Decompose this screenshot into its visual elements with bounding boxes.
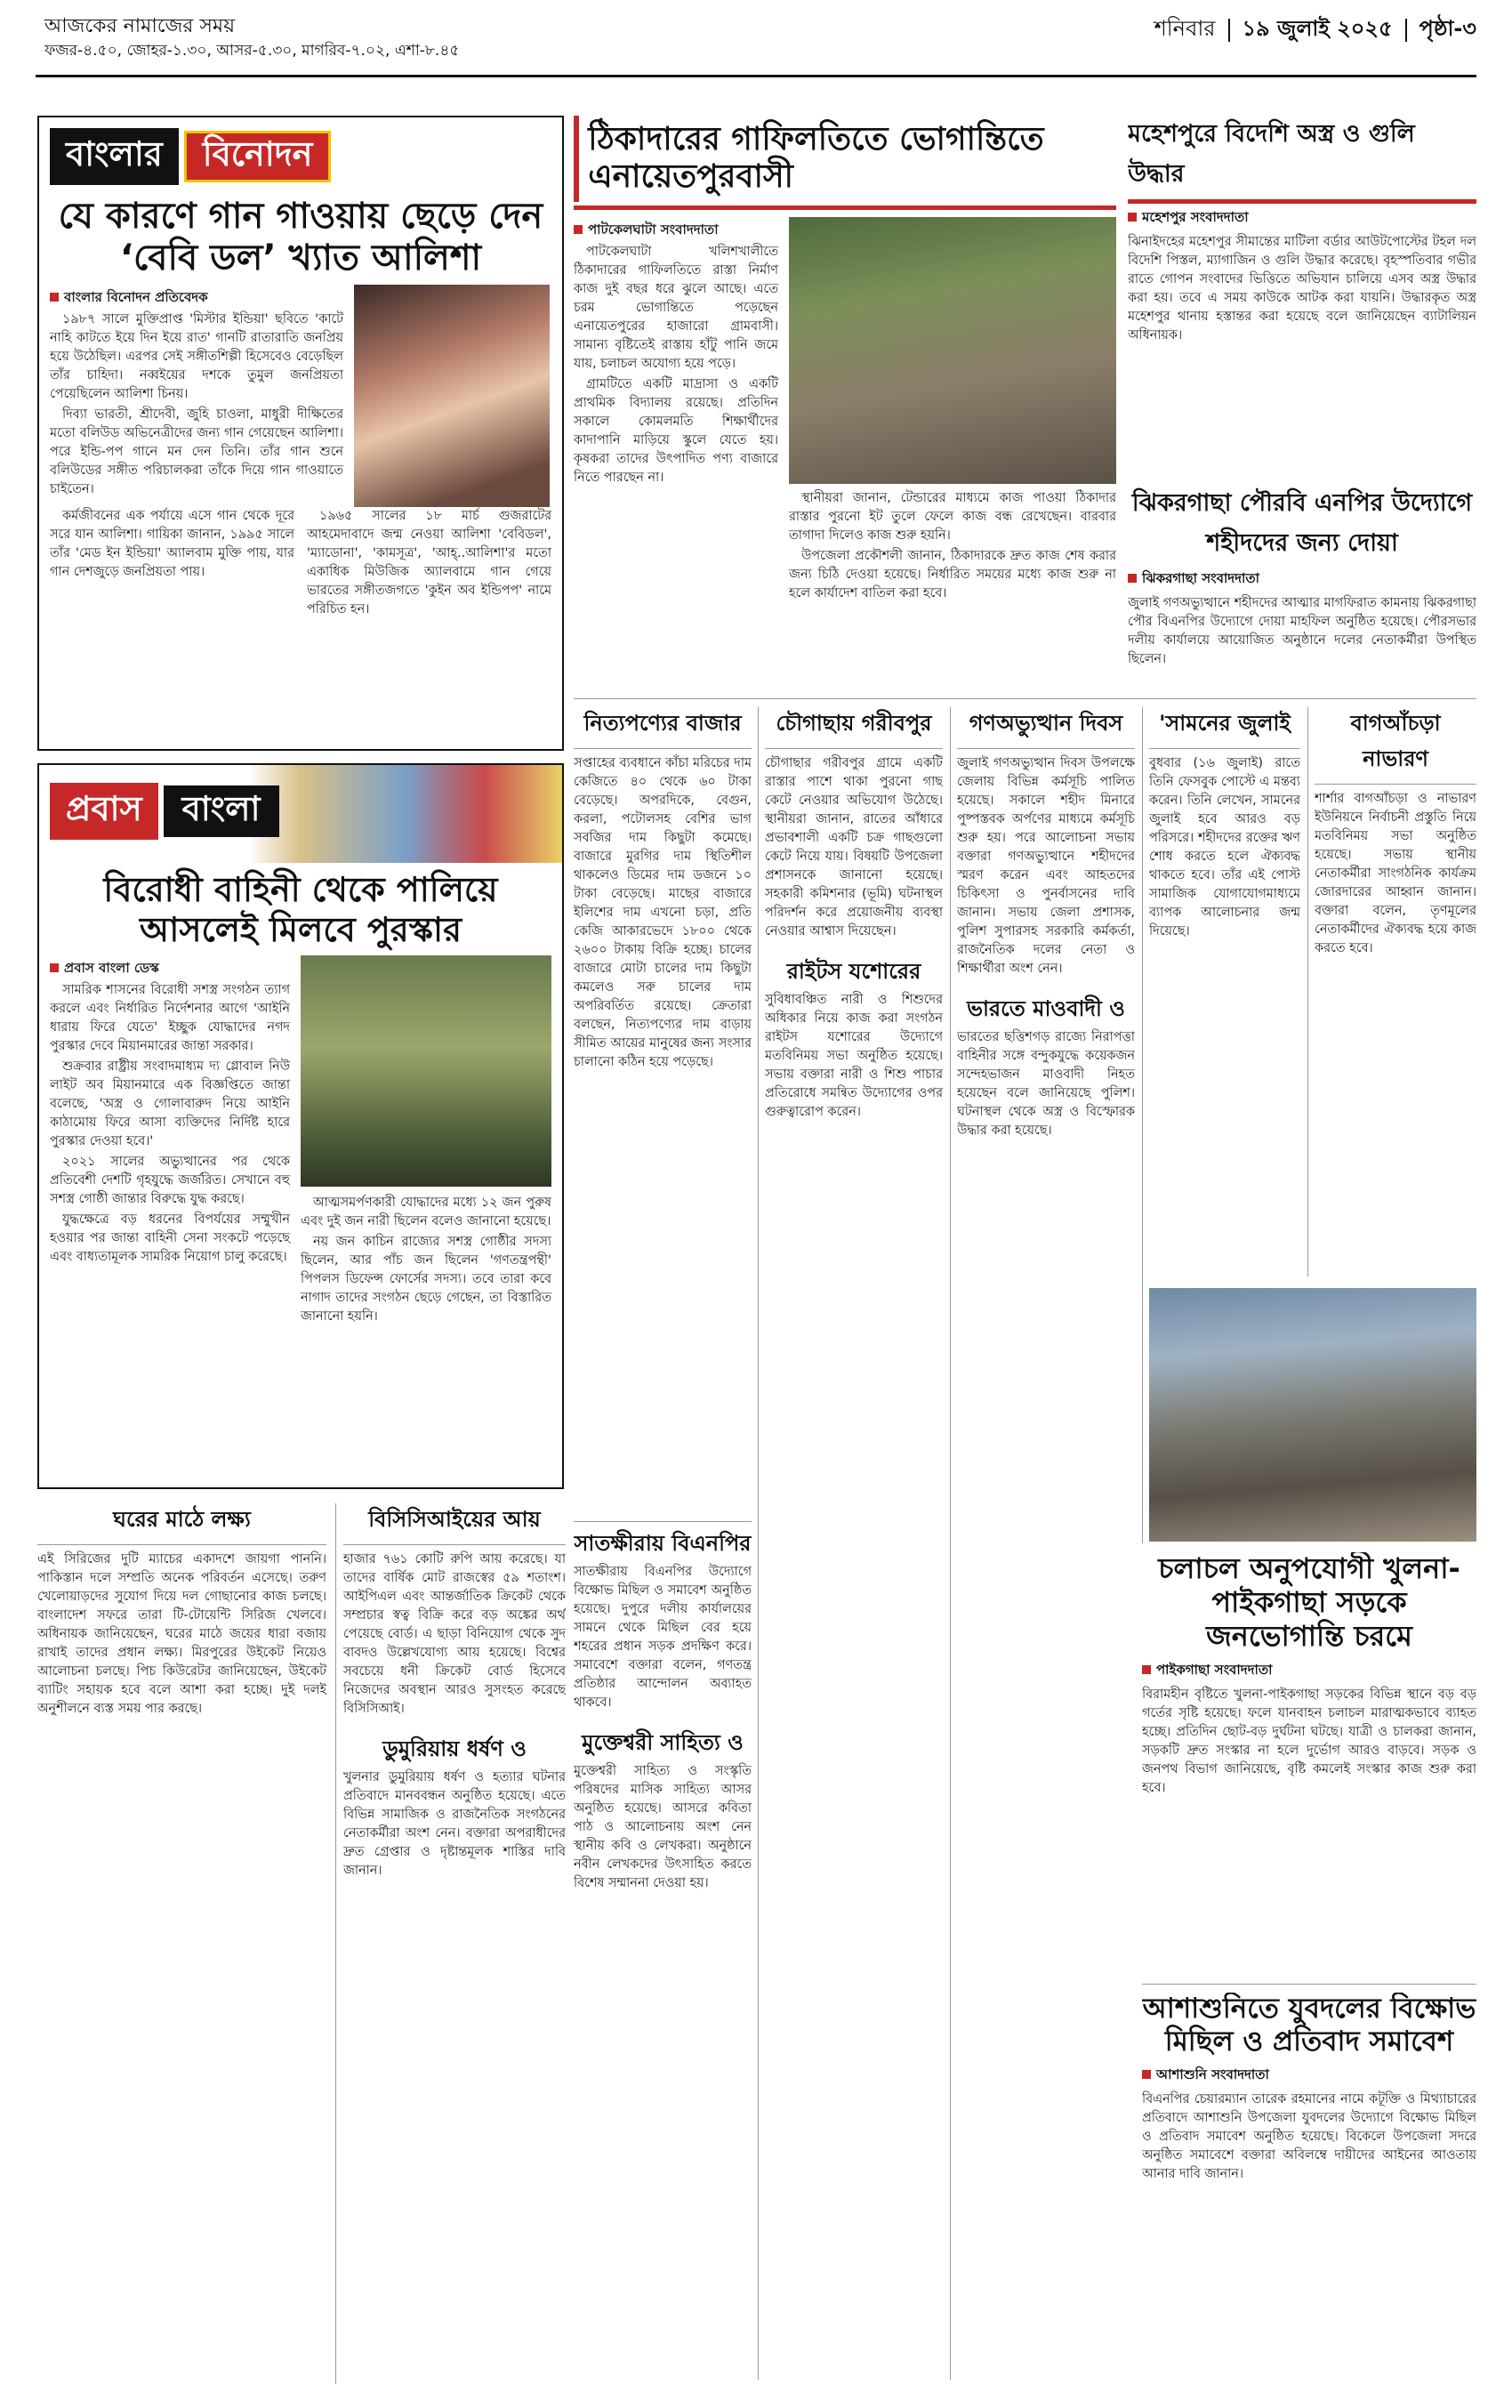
article-paragraph: উপজেলা প্রকৌশলী জানান, ঠিকাদারকে দ্রুত কাজ শেষ করার জন্য চিঠি দেওয়া হয়েছে। নির্ধারিত সময়ের মধ্যে কাজ শুরু না হলে কার্যাদেশ বাতিল করা হবে। xyxy=(789,548,1116,600)
ashashuni-article xyxy=(1142,1993,1476,2384)
alisha-photo xyxy=(354,285,550,507)
probash-byline xyxy=(50,959,290,978)
article-paragraph: ২০২১ সালের অভ্যুত্থানের পর থেকে প্রতিবেশী দেশটি গৃহযুদ্ধে জর্জরিত। সেখানে বহু সশস্ত্র গোষ্ঠী জান্তার বিরুদ্ধে যুদ্ধ করছে। xyxy=(50,1154,290,1206)
page-number: পৃষ্ঠা-৩ xyxy=(1419,16,1476,41)
ghorer-mathe-headline: ঘরের মাঠে লক্ষ্য xyxy=(113,1507,251,1532)
article-body: হাজার ৭৬১ কোটি রুপি আয় করেছে। যা তাদের বার্ষিক মোট রাজস্বের ৫৯ শতাংশ। আইপিএল এবং আন্তর্জাতিক ক্রিকেট থেকে সম্প্রচার স্বত্ব বিক্রি করে বড় অঙ্কের অর্থ পেয়েছে বোর্ড। এ ছাড়া বিনিয়োগ থেকে সুদ বাবদও উল্লেখযোগ্য আয় হয়েছে। বিশ্বের সবচেয়ে ধনী ক্রিকেট বোর্ড হিসেবে নিজেদের অবস্থান আরও সুসংহত করেছে বিসিসিআই। xyxy=(343,1552,566,1716)
section-tag-label-accent: বাংলা xyxy=(164,785,279,837)
jhikorgacha-article xyxy=(1128,485,1476,685)
article-body: সাতক্ষীরায় বিএনপির উদ্যোগে বিক্ষোভ মিছিল ও সমাবেশ অনুষ্ঠিত হয়েছে। দুপুরে দলীয় কার্যালয়ের সামনে থেকে মিছিল বের হয়ে শহরের প্রধান সড়ক প্রদক্ষিণ করে। সমাবেশে বক্তারা বলেন, গণতন্ত্র প্রতিষ্ঠার আন্দোলন অব্যাহত থাকবে। xyxy=(574,1565,752,1710)
ashashuni-byline xyxy=(1142,2065,1476,2087)
section-tag-entertainment xyxy=(50,128,562,185)
byline-text: বাংলার বিনোদন প্রতিবেদক xyxy=(64,289,208,306)
rights-jessore-headline: রাইটস যশোরের xyxy=(786,959,921,984)
bagachra-headline: বাগআঁচড়া নাভারণ xyxy=(1350,711,1441,771)
junta-chief-photo xyxy=(301,955,551,1187)
date-label: ১৯ জুলাই ২০২৫ xyxy=(1242,16,1393,41)
feature-headline: ঠিকাদারের গাফিলতিতে ভোগান্তিতে এনায়েতপুরবাসী xyxy=(588,121,1044,196)
article-paragraph: যুদ্ধক্ষেত্রে বড় ধরনের বিপর্যয়ের সম্মুখীন হওয়ার পর জান্তা বাহিনী সেনা সংকটে পড়েছে এবং বাধ্যতামূলক সামরিক নিয়োগ চালু করেছে। xyxy=(50,1212,290,1264)
article-body: বিরামহীন বৃষ্টিতে খুলনা-পাইকগাছা সড়কের বিভিন্ন স্থানে বড় বড় গর্তের সৃষ্টি হয়েছে। ফলে যানবাহন চলাচল মারাত্মকভাবে ব্যাহত হচ্ছে। প্রতিদিন ছোট-বড় দুর্ঘটনা ঘটছে। যাত্রী ও চালকরা জানান, সড়কটি দ্রুত সংস্কার না হলে দুর্ভোগ আরও বাড়বে। সড়ক ও জনপথ বিভাগ জানিয়েছে, বৃষ্টি কমলেই সংস্কার কাজ শুরু করা হবে। xyxy=(1142,1687,1476,1796)
article-body: মুক্তেশ্বরী সাহিত্য ও সংস্কৃতি পরিষদের মাসিক সাহিত্য আসর অনুষ্ঠিত হয়েছে। আসরে কবিতা পাঠ ও আলোচনায় অংশ নেন স্থানীয় কবি ও লেখকরা। অনুষ্ঠানে নবীন লেখকদের উৎসাহিত করতে বিশেষ সম্মাননা দেওয়া হয়। xyxy=(574,1764,752,1890)
probash-banner xyxy=(39,765,562,863)
article-body: শার্শার বাগআঁচড়া ও নাভারণ ইউনিয়নে নির্বাচনী প্রস্তুতি নিয়ে মতবিনিময় সভা অনুষ্ঠিত হয়েছে। সভায় স্থানীয় নেতাকর্মীরা সাংগঠনিক কার্যক্রম জোরদারের আহ্বান জানান। বক্তারা বলেন, তৃণমূলের নেতাকর্মীদের ঐক্যবদ্ধ হয়ে কাজ করতে হবে। xyxy=(1315,792,1476,955)
byline-text: আশাশুনি সংবাদদাতা xyxy=(1156,2066,1269,2083)
article-paragraph: স্থানীয়রা জানান, টেন্ডারের মাধ্যমে কাজ পাওয়া ঠিকাদার রাস্তার পুরনো ইট তুলে ফেলে কাজ বন্ধ রেখেছেন। বারবার তাগাদা দিলেও কাজ শুরু হয়নি। xyxy=(789,490,1116,543)
section-tag-label-accent: বিনোদন xyxy=(184,131,332,182)
article-paragraph: কর্মজীবনের এক পর্যায়ে এসে গান থেকে দূরে সরে যান আলিশা। গায়িকা জানান, ১৯৯৫ সালে তাঁর 'মেড ইন ইন্ডিয়া' অ্যালবাম মুক্তি পায়, যার গান দেশজুড়ে জনপ্রিয়তা পায়। xyxy=(50,509,294,580)
road-photo xyxy=(789,217,1116,484)
section-tag-label: প্রবাস xyxy=(50,783,158,840)
divider xyxy=(957,748,1135,749)
article-body: ভারতের ছত্তিশগড় রাজ্যে নিরাপত্তা বাহিনীর সঙ্গে বন্দুকযুদ্ধে কয়েকজন সন্দেহভাজন মাওবাদী নিহত হয়েছেন বলে জানিয়েছে পুলিশ। ঘটনাস্থল থেকে অস্ত্র ও বিস্ফোরক উদ্ধার করা হয়েছে। xyxy=(957,1030,1135,1138)
ashashuni-headline: আশাশুনিতে যুবদলের বিক্ষোভ মিছিল ও প্রতিবাদ সমাবেশ xyxy=(1142,1993,1476,2058)
probash-section xyxy=(37,763,564,1489)
divider xyxy=(574,1521,752,1522)
section-rule xyxy=(574,698,1476,699)
masthead-rule xyxy=(36,75,1476,77)
khulna-road-byline xyxy=(1142,1660,1476,1682)
byline-text: প্রবাস বাংলা ডেস্ক xyxy=(64,959,159,976)
india-maoist-headline: ভারতে মাওবাদী ও xyxy=(967,996,1125,1021)
article-body: জুলাই গণঅভ্যুত্থান দিবস উপলক্ষে জেলায় বিভিন্ন কর্মসূচি পালিত হয়েছে। সকালে শহীদ মিনারে পুষ্পস্তবক অর্পণের মাধ্যমে কর্মসূচি শুরু হয়। পরে আলোচনা সভায় বক্তারা গণঅভ্যুত্থানে শহীদদের স্মরণ করেন এবং আহতদের চিকিৎসা ও পুনর্বাসনের দাবি জানান। সভায় জেলা প্রশাসক, পুলিশ সুপারসহ সরকারি কর্মকর্তা, রাজনৈতিক দলের নেতা ও শিক্ষার্থীরা অংশ নেন। xyxy=(957,756,1135,976)
jhikorgacha-byline xyxy=(1128,568,1476,591)
divider xyxy=(574,748,752,749)
entertainment-byline xyxy=(50,288,343,307)
feature-article xyxy=(574,116,1116,685)
accent-rule xyxy=(1128,199,1476,204)
section-tag-label: বাংলার xyxy=(50,128,179,185)
column-rule xyxy=(1307,707,1308,1276)
column-rule xyxy=(1142,707,1143,1543)
bullet-icon xyxy=(1128,574,1137,583)
samner-july-headline: 'সামনের জুলাই xyxy=(1159,711,1291,736)
bazar-article xyxy=(574,707,752,1508)
dumuria-headline: ডুমুরিয়ায় ধর্ষণ ও xyxy=(382,1736,527,1761)
divider xyxy=(343,1544,566,1545)
article-paragraph: আত্মসমর্পণকারী যোদ্ধাদের মধ্যে ১২ জন পুরুষ এবং দুই জন নারী ছিলেন বলেও জানানো হয়েছে। xyxy=(301,1195,551,1228)
satkhira-article xyxy=(574,1521,752,2384)
byline-text: মহেশপুর সংবাদদাতা xyxy=(1142,209,1249,225)
divider xyxy=(1315,784,1476,785)
article-body: এই সিরিজের দুটি ম্যাচের একাদশে জায়গা পাননি। পাকিস্তান দলে সম্প্রতি অনেক পরিবর্তন এসেছে। তরুণ খেলোয়াড়দের সুযোগ দিয়ে দল গোছানোর কাজ চলছে। বাংলাদেশ সফরে তারা টি-টোয়েন্টি সিরিজ খেলবে। অধিনায়ক জানিয়েছেন, ঘরের মাঠে জয়ের ধারা বজায় রাখাই তাদের প্রধান লক্ষ্য। মিরপুরের উইকেট নিয়েও আলোচনা চলছে। পিচ কিউরেটর জানিয়েছেন, উইকেট ব্যাটিং সহায়ক হবে বলে আশা করা হচ্ছে। দুই দলই অনুশীলনে ব্যস্ত সময় পার করছে। xyxy=(37,1552,326,1716)
article-paragraph: ১৯৬৫ সালের ১৮ মার্চ গুজরাটের আহমেদাবাদে জন্ম নেওয়া আলিশা 'বেবিডল', 'ম্যাডোনা', 'কামসূত্র', 'আহ্‌..আলিশা'র মতো একাধিক মিউজিক অ্যালবামে গান গেয়ে ভারতের সঙ্গীতজগতে 'কুইন অব ইন্ডিপপ' নামে পরিচিত হন। xyxy=(307,509,551,617)
article-paragraph: শুক্রবার রাষ্ট্রীয় সংবাদমাধ্যম দ্য গ্লোবাল নিউ লাইট অব মিয়ানমারে এক বিজ্ঞপ্তিতে জান্তা বলেছে, 'অস্ত্র ও গোলাবারুদ নিয়ে আইনি কাঠামোয় ফিরে আসা ব্যক্তিদের নির্দিষ্ট হারে পুরস্কার দেওয়া হবে।' xyxy=(50,1059,290,1148)
article-paragraph: গ্রামটিতে একটি মাদ্রাসা ও একটি প্রাথমিক বিদ্যালয় রয়েছে। প্রতিদিন সকালে কোমলমতি শিক্ষার্থীদের কাদাপানি মাড়িয়ে স্কুলে যেতে হয়। কৃষকরা তাদের উৎপাদিত পণ্য বাজারে নিতে পারছেন না। xyxy=(574,376,778,485)
khulna-road-headline: চলাচল অনুপযোগী খুলনা-পাইকগাছা সড়কে জনভোগান্তি চরমে xyxy=(1158,1552,1460,1653)
satkhira-headline: সাতক্ষীরায় বিএনপির xyxy=(574,1531,752,1556)
article-paragraph: পাটকেলঘাটা খলিশখালীতে ঠিকাদারের গাফিলতিতে রাস্তা নির্মাণ কাজ দুই বছর ধরে ঝুলে আছে। এতে চরম ভোগান্তিতে পড়েছেন এনায়েতপুরের হাজারো গ্রামবাসী। সামান্য বৃষ্টিতেই রাস্তায় হাঁটু পানি জমে যায়, চলাচল অযোগ্য হয়ে পড়ে। xyxy=(574,244,778,371)
entertainment-headline: যে কারণে গান গাওয়ায় ছেড়ে দেন ‘বেবি ডল’ খ্যাত আলিশা xyxy=(58,196,543,279)
column-rule xyxy=(758,707,759,2380)
section-rule xyxy=(1142,1984,1476,1985)
bullet-icon xyxy=(574,225,583,234)
column-rule xyxy=(950,707,951,2380)
feature-byline xyxy=(574,221,778,239)
article-body: জুলাই গণঅভ্যুত্থানে শহীদদের আত্মার মাগফিরাত কামনায় ঝিকরগাছা পৌর বিএনপির উদ্যোগে দোয়া মাহফিল অনুষ্ঠিত হয়েছে। পৌরসভার দলীয় কার্যালয়ে আয়োজিত অনুষ্ঠানে দলের নেতাকর্মীরা উপস্থিত ছিলেন। xyxy=(1128,596,1476,666)
choughacha-headline: চৌগাছায় গরীবপুর xyxy=(776,711,932,736)
bullet-icon xyxy=(1142,1665,1151,1674)
divider xyxy=(1228,19,1230,42)
bazar-headline: নিত্যপণ্যের বাজার xyxy=(583,711,742,736)
bullet-icon xyxy=(1142,2070,1151,2079)
prayer-times: ফজর-৪.৫০, জোহর-১.৩০, আসর-৫.৩০, মাগরিব-৭.০২, এশা-৮.৪৫ xyxy=(44,42,460,60)
bcci-article xyxy=(343,1503,566,2384)
divider xyxy=(765,748,943,749)
divider xyxy=(1405,19,1407,42)
khulna-road-photo xyxy=(1149,1288,1476,1542)
article-body: বুধবার (১৬ জুলাই) রাতে তিনি ফেসবুক পোস্টে এ মন্তব্য করেন। তিনি লেখেন, সামনের জুলাই হবে আরও বড় পরিসরে। শহীদদের রক্তের ঋণ শোধ করতে হলে ঐক্যবদ্ধ থাকতে হবে। তাঁর এই পোস্ট সামাজিক যোগাযোগমাধ্যমে ব্যাপক আলোচনার জন্ম দিয়েছে। xyxy=(1149,756,1300,938)
entertainment-section xyxy=(37,116,564,751)
article-body: সুবিধাবঞ্চিত নারী ও শিশুদের অধিকার নিয়ে কাজ করা সংগঠন রাইটস যশোরের উদ্যোগে মতবিনিময় সভা অনুষ্ঠিত হয়েছে। সভায় বক্তারা নারী ও শিশু পাচার প্রতিরোধে সমন্বিত উদ্যোগের ওপর গুরুত্বারোপ করেন। xyxy=(765,993,943,1119)
divider xyxy=(1149,748,1300,749)
gonovabhutthan-headline: গণঅভ্যুত্থান দিবস xyxy=(969,711,1123,736)
ghorer-mathe-article xyxy=(37,1503,326,2384)
article-paragraph: সামরিক শাসনের বিরোধী সশস্ত্র সংগঠন ত্যাগ করলে এবং নির্ধারিত নির্দেশনার আগে 'আইনি ধারায় ফিরে যেতে' ইচ্ছুক যোদ্ধাদের নগদ পুরস্কার দেবে মিয়ানমারের জান্তা সরকার। xyxy=(50,982,290,1053)
day-label: শনিবার xyxy=(1154,16,1216,41)
byline-text: ঝিকরগাছা সংবাদদাতা xyxy=(1142,570,1260,586)
maheshpur-headline: মহেশপুরে বিদেশি অস্ত্র ও গুলি উদ্ধার xyxy=(1128,120,1415,188)
khulna-road-article xyxy=(1142,1552,1476,1970)
samner-july-article xyxy=(1149,707,1300,1276)
article-body: বিএনপির চেয়ারম্যান তারেক রহমানের নামে কটূক্তি ও মিথ্যাচারের প্রতিবাদে আশাশুনি উপজেলা যুবদলের উদ্যোগে বিক্ষোভ মিছিল ও প্রতিবাদ সমাবেশ অনুষ্ঠিত হয়েছে। বিকেলে উপজেলা সদরে অনুষ্ঠিত সমাবেশে বক্তারা অবিলম্বে দায়ীদের আইনের আওতায় আনার দাবি জানান। xyxy=(1142,2092,1476,2182)
byline-text: পাইকগাছা সংবাদদাতা xyxy=(1156,1662,1273,1679)
bullet-icon xyxy=(50,963,59,972)
accent-rule xyxy=(574,205,1116,210)
bullet-icon xyxy=(50,293,59,302)
bcci-headline: বিসিসিআইয়ের আয় xyxy=(368,1507,541,1532)
prayer-time-title: আজকের নামাজের সময় xyxy=(44,15,236,37)
choughacha-article xyxy=(765,707,943,2380)
divider xyxy=(37,1544,326,1545)
byline-text: পাটকেলঘাটা সংবাদদাতা xyxy=(588,221,719,238)
maheshpur-byline xyxy=(1128,207,1476,230)
jhikorgacha-headline: ঝিকরগাছা পৌরবি এনপির উদ্যোগে শহীদদের জন্য দোয়া xyxy=(1131,489,1473,557)
article-body: সপ্তাহের ব্যবধানে কাঁচা মরিচের দাম কেজিতে ৪০ থেকে ৬০ টাকা বেড়েছে। অপরদিকে, বেগুন, করলা, পটোলসহ বেশির ভাগ সবজির দাম কিছুটা কমেছে। বাজারে মুরগির দাম স্থিতিশীল থাকলেও ডিমের দাম ডজনে ১০ টাকা বেড়েছে। মাছের বাজারে ইলিশের দাম এখনো চড়া, প্রতি কেজি আকারভেদে ১৮০০ থেকে ২৬০০ টাকায় বিক্রি হচ্ছে। চালের বাজারে মোটা চালের দাম কিছুটা কমলেও সরু চালের দাম অপরিবর্তিত রয়েছে। ক্রেতারা বলছেন, নিত্যপণ্যের দাম বাড়ায় সীমিত আয়ের মানুষের জন্য সংসার চালানো কঠিন হয়ে পড়েছে। xyxy=(574,756,752,1069)
page-info xyxy=(1154,12,1476,48)
article-body: চৌগাছার গরীবপুর গ্রামে একটি রাস্তার পাশে থাকা পুরনো গাছ কেটে নেওয়ার অভিযোগ উঠেছে। স্থানীয়রা জানান, রাতের আঁধারে প্রভাবশালী একটি চক্র গাছগুলো কেটে নিয়ে যায়। বিষয়টি উপজেলা প্রশাসনকে জানানো হয়েছে। সহকারী কমিশনার (ভূমি) ঘটনাস্থল পরিদর্শন করে প্রয়োজনীয় ব্যবস্থা নেওয়ার আশ্বাস দিয়েছেন। xyxy=(765,756,943,938)
section-tag-probash xyxy=(50,783,279,840)
article-paragraph: ১৯৮৭ সালে মুক্তিপ্রাপ্ত 'মিস্টার ইন্ডিয়া' ছবিতে 'কাটে নাহি কাটতে ইয়ে দিন ইয়ে রাত' গানটি রাতারাতি জনপ্রিয় হয়ে উঠেছিল। এরপর সেই সঙ্গীতশিল্পী হিসেবেও বেড়েছিল তাঁর চাহিদা। নব্বইয়ের দশকে তুমুল জনপ্রিয়তা পেয়েছিলেন আলিশা চিনয়। xyxy=(50,312,343,402)
article-paragraph: দিব্যা ভারতী, শ্রীদেবী, জুহি চাওলা, মাধুরী দীক্ষিতের মতো বলিউড অভিনেত্রীদের জন্য গান গেয়েছেন আলিশা। পরে ইন্ডি-পপ গানে মন দেন তিনি। তাঁর গান শুনে বলিউডের সঙ্গীত পরিচালকরা তাঁকে দিয়ে গান গাওয়াতে চাইতেন। xyxy=(50,407,343,497)
maheshpur-article xyxy=(1128,116,1476,471)
article-body: খুলনার ডুমুরিয়ায় ধর্ষণ ও হত্যার ঘটনার প্রতিবাদে মানববন্ধন অনুষ্ঠিত হয়েছে। এতে বিভিন্ন সামাজিক ও রাজনৈতিক সংগঠনের নেতাকর্মীরা অংশ নেন। বক্তারা অপরাধীদের দ্রুত গ্রেপ্তার ও দৃষ্টান্তমূলক শাস্তির দাবি জানান। xyxy=(343,1770,566,1878)
mukteshwari-headline: মুক্তেশ্বরী সাহিত্য ও xyxy=(582,1730,744,1755)
probash-headline: বিরোধী বাহিনী থেকে পালিয়ে আসলেই মিলবে পুরস্কার xyxy=(103,870,498,949)
article-paragraph: নয় জন কাচিন রাজ্যের সশস্ত্র গোষ্ঠীর সদস্য ছিলেন, আর পাঁচ জন ছিলেন 'গণতন্ত্রপন্থী' পিপলস ডিফেন্স ফোর্সের সদস্য। তবে তারা কবে নাগাদ তাদের সংগঠন ছেড়ে গেছেন, তা বিস্তারিত জানানো হয়নি। xyxy=(301,1234,551,1324)
gonovabhutthan-article xyxy=(957,707,1135,2380)
article-body: ঝিনাইদহের মহেশপুর সীমান্তের মাটিলা বর্ডার আউটপোস্টের টহল দল বিদেশি পিস্তল, ম্যাগাজিন ও গুলি উদ্ধার করেছে। বৃহস্পতিবার গভীর রাতে গোপন সংবাদের ভিত্তিতে অভিযান চালিয়ে এসব অস্ত্র উদ্ধার করা হয়। তবে এ সময় কাউকে আটক করা যায়নি। উদ্ধারকৃত অস্ত্র মহেশপুর থানায় হস্তান্তর করা হয়েছে বলে জানিয়েছেন ব্যাটালিয়ন অধিনায়ক। xyxy=(1128,235,1476,342)
bagachra-article xyxy=(1315,707,1476,1276)
column-rule xyxy=(335,1503,336,2384)
bullet-icon xyxy=(1128,213,1137,221)
